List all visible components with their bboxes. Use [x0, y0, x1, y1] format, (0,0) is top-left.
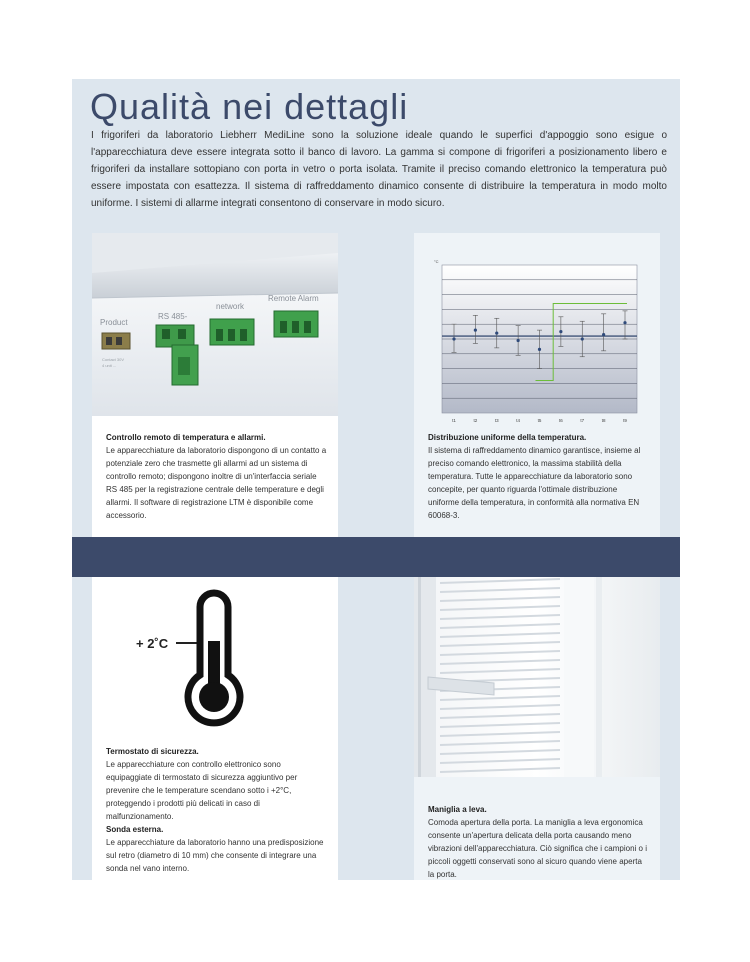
x-tick-label: t6 — [558, 418, 563, 423]
caption-text: Le apparecchiature da laboratorio dispongono di un contatto a potenziale zero che trasmette gli allarmi ad un sistema di controllo remoto; dispongono inoltre di un'interfaccia seriale RS 485 per la registrazione centrale delle temperature e degli allarmi. Il software di registrazione LTM è disponibile come accessorio. — [106, 446, 327, 520]
data-point — [495, 331, 498, 334]
data-point — [559, 330, 562, 333]
x-tick-label: t4 — [516, 418, 521, 423]
svg-text:Contact 30V: Contact 30V — [102, 357, 125, 362]
intro-paragraph: I frigoriferi da laboratorio Liebherr MediLine sono la soluzione ideale quando le superfici d'appoggio sono esigue o l'apparecchiatura deve essere integrata sotto il banco di lavoro. La gamma si compone di frigoriferi a posizionamento libero e frigoriferi da installare sottopiano con porta in vetro o porta isolata. Tramite il preciso comando elettronico la temperatura può essere impostata con esattezza. Il sistema di raffreddamento dinamico consente di distribuire la temperatura in modo molto uniforme. I sistemi di allarme integrati consentono di conservare in modo sicuro. — [91, 130, 667, 209]
x-tick-label: t8 — [601, 418, 606, 423]
data-point — [581, 337, 584, 340]
caption-distribution — [428, 431, 650, 522]
data-point — [474, 329, 477, 332]
temperature-chart — [432, 255, 644, 425]
caption-text: Le apparecchiature con controllo elettronico sono equipaggiate di termostato di sicurezza aggiuntivo per prevenire che le temperature scendano sotto i +2°C, proteggendo i prodotti più delicati in caso di malfunzionamento. — [106, 760, 298, 821]
connector-photo — [92, 233, 338, 416]
caption-text: Il sistema di raffreddamento dinamico garantisce, insieme al preciso comando elettronico, la massima stabilità della temperatura. Tutte le apparecchiature da laboratorio sono concepite, per quanto riguarda l'ottimale distribuzione uniforme della temperatura, in conformità alla normativa EN 60068-3. — [428, 446, 641, 520]
caption-remote — [106, 431, 328, 522]
thermometer-illustration — [92, 577, 338, 742]
label-rs485: RS 485- — [158, 312, 188, 321]
thermo-label: + 2˚C — [136, 636, 169, 651]
caption-heading-probe: Sonda esterna. — [106, 825, 164, 834]
card-temperature-distribution — [414, 233, 660, 537]
y-axis-label: °C — [434, 259, 439, 264]
label-remote-alarm: Remote Alarm — [268, 294, 319, 303]
data-point — [538, 348, 541, 351]
caption-handle — [428, 803, 650, 881]
caption-thermostat — [106, 745, 328, 875]
page-title: Qualità nei dettagli — [90, 86, 409, 127]
svg-text:4 unit ...: 4 unit ... — [102, 363, 117, 368]
caption-heading: Maniglia a leva. — [428, 805, 487, 814]
x-tick-label: t2 — [473, 418, 478, 423]
card-safety-thermostat — [92, 577, 338, 880]
caption-heading: Termostato di sicurezza. — [106, 747, 199, 756]
x-tick-label: t5 — [537, 418, 542, 423]
card-remote-control — [92, 233, 338, 537]
x-tick-label: t7 — [580, 418, 585, 423]
data-point — [602, 333, 605, 336]
x-tick-label: t3 — [494, 418, 499, 423]
data-point — [517, 339, 520, 342]
card-lever-handle — [414, 577, 660, 880]
label-network: network — [216, 302, 245, 311]
x-tick-label: t9 — [623, 418, 627, 423]
caption-heading: Distribuzione uniforme della temperatura. — [428, 433, 587, 442]
label-product: Product — [100, 318, 128, 327]
caption-text: Comoda apertura della porta. La maniglia a leva ergonomica consente un'apertura delicata della porta causando meno vibrazioni dell'apparecchiatura. Ciò significa che i campioni o i piccoli oggetti conservati sono al sicuro quando viene aperta la porta. — [428, 818, 647, 879]
caption-text-probe: Le apparecchiature da laboratorio hanno una predisposizione sul retro (diametro di 10 mm) che consente di integrare una sonda nel vano interno. — [106, 838, 324, 873]
data-point — [623, 321, 626, 324]
caption-heading: Controllo remoto di temperatura e allarmi. — [106, 433, 266, 442]
data-point — [452, 337, 455, 340]
door-handle-photo — [414, 577, 660, 777]
section-divider-band — [72, 537, 680, 577]
x-tick-label: t1 — [452, 418, 456, 423]
thermometer-icon — [188, 593, 240, 723]
